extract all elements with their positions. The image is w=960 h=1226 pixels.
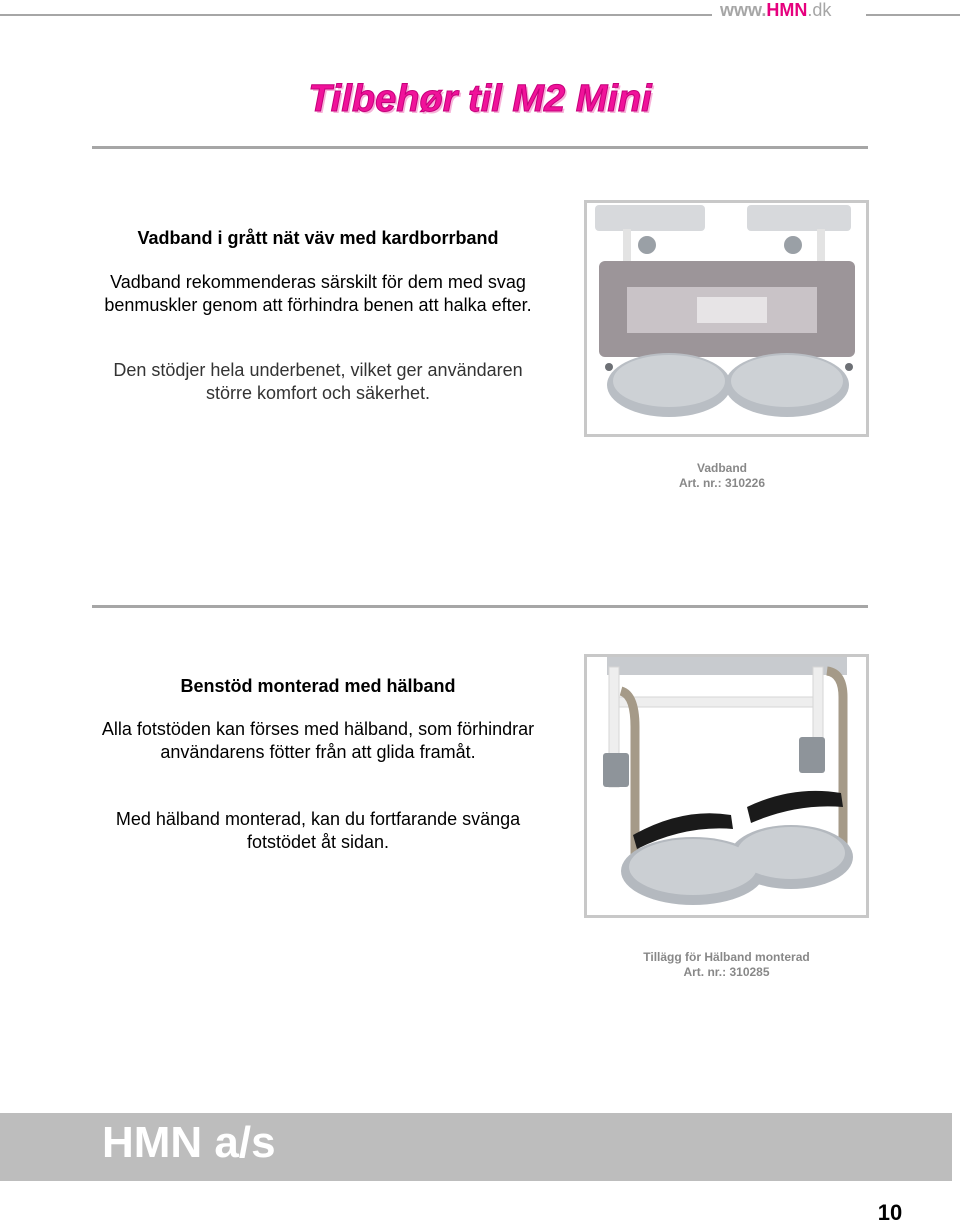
section-divider-top [92, 146, 868, 149]
footer-brand: HMN a/s [102, 1118, 276, 1167]
page-title: Tilbehør til M2 Mini [308, 78, 652, 120]
halband-product-photo [584, 654, 869, 918]
section-divider-middle [92, 605, 868, 608]
section1-heading: Vadband i grått nät väv med kardborrband [137, 228, 499, 248]
section2-heading: Benstöd monterad med hälband [180, 676, 456, 696]
section1-paragraph-2: Den stödjer hela underbenet, vilket ger användaren större komfort och säkerhet. [113, 360, 523, 403]
halband-caption-art-nr: Art. nr.: 310285 [683, 965, 770, 979]
website-url[interactable]: www.HMN.dk [720, 0, 832, 20]
section2-paragraph-2: Med hälband monterad, kan du fortfarande svänga fotstödet åt sidan. [115, 809, 521, 852]
page-number: 10 [877, 1200, 903, 1225]
header-rule-right [866, 14, 960, 16]
vadband-caption-art-nr: Art. nr.: 310226 [678, 476, 766, 490]
halband-photo-illustration [587, 657, 866, 915]
vadband-caption-name: Vadband [696, 461, 747, 475]
vadband-product-photo [584, 200, 869, 437]
section1-paragraph-1: Vadband rekommenderas särskilt för dem med svag benmuskler genom att förhindra benen att halka efter. [104, 272, 532, 315]
vadband-caption [584, 461, 860, 491]
section2-paragraph-1: Alla fotstöden kan förses med hälband, som förhindrar användarens fötter från att glida framåt. [101, 719, 535, 762]
vadband-photo-illustration [587, 203, 866, 434]
halband-caption [584, 950, 869, 980]
header-rule-left [0, 14, 712, 16]
halband-caption-name: Tillägg för Hälband monterad [643, 950, 810, 964]
